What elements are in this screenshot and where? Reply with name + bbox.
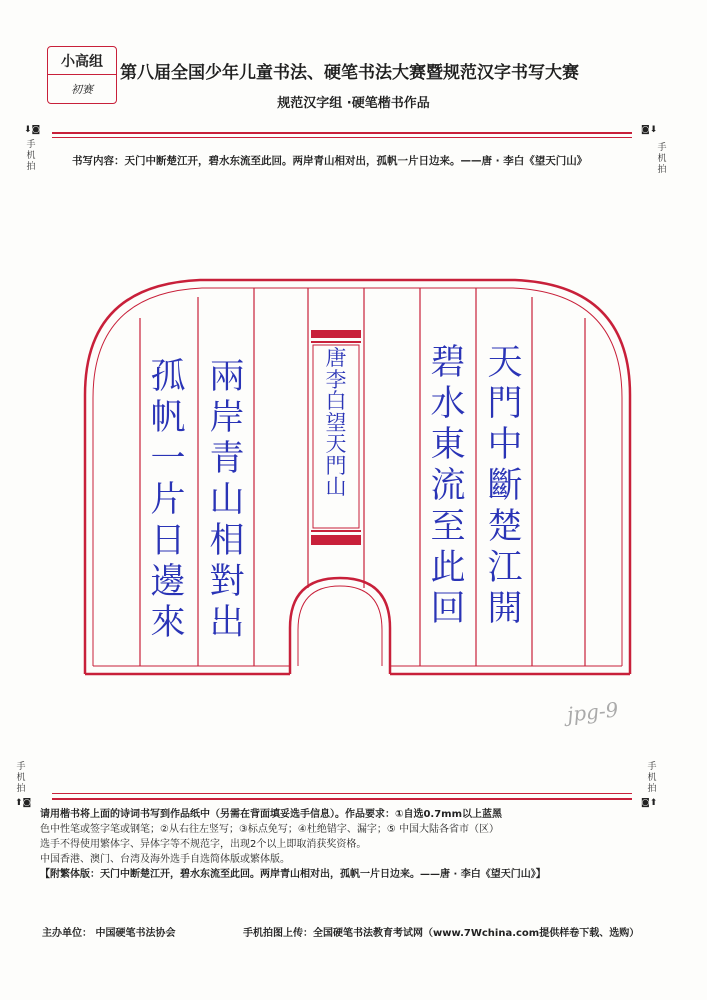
stage-label: 初赛 bbox=[71, 82, 93, 96]
bottom-rule bbox=[52, 798, 632, 800]
arrow-camera-icon: ⬇◙ bbox=[24, 125, 41, 135]
content-line: 书写内容：天门中断楚江开，碧水东流至此回。两岸青山相对出，孤帆一片日边来。——唐 · 李白《望天门山》 bbox=[72, 155, 588, 167]
poem-attribution: 唐 李 白 望 天 門 山 bbox=[325, 346, 347, 499]
poem-column-4: 孤 帆 一 片 日 邊 來 bbox=[150, 357, 186, 643]
shoot-label-left: 手机拍 bbox=[26, 140, 36, 172]
camera-arrow-icon-bottom: ◙⬆ bbox=[641, 798, 658, 808]
instruction-line: 请用楷书将上面的诗词书写到作品纸中（另需在背面填妥选手信息）。作品要求：①自选0.7mm以上蓝黑 bbox=[40, 809, 503, 820]
bottom-rule-thin bbox=[52, 793, 632, 794]
instruction-line: 选手不得使用繁体字、异体字等不规范字，出现2个以上即取消获奖资格。 bbox=[40, 839, 367, 850]
camera-arrow-icon: ◙⬇ bbox=[641, 125, 658, 135]
arrow-camera-icon-bottom: ⬆◙ bbox=[15, 798, 32, 808]
shoot-label-left-bottom: 手机拍 bbox=[16, 762, 26, 794]
organizer: 主办单位： 中国硬笔书法协会 bbox=[42, 928, 176, 939]
upload-info: 手机拍图上传：全国硬笔书法教育考试网（www.7Wchina.com提供样卷下载、选购） bbox=[243, 928, 640, 939]
instructions bbox=[40, 807, 670, 882]
traditional-version: 【附繁体版：天门中断楚江开，碧水东流至此回。两岸青山相对出，孤帆一片日边来。——唐 · 李白《望天门山》】 bbox=[40, 869, 546, 880]
handwritten-note: jpg-9 bbox=[565, 697, 620, 727]
group-label: 小高组 bbox=[48, 47, 116, 75]
instruction-line: 中国香港、澳门、台湾及海外选手自选简体版或繁体版。 bbox=[40, 854, 290, 865]
shoot-label-right: 手机拍 bbox=[657, 143, 667, 175]
poem-column-1: 天 門 中 斷 楚 江 開 bbox=[487, 343, 523, 629]
page-subtitle: 规范汉字组 ·硬笔楷书作品 bbox=[277, 96, 430, 111]
page-title: 第八届全国少年儿童书法、硬笔书法大赛暨规范汉字书写大赛 bbox=[120, 63, 579, 83]
shoot-label-right-bottom: 手机拍 bbox=[647, 762, 657, 794]
poem-column-2: 碧 水 東 流 至 此 回 bbox=[430, 343, 466, 629]
poem-column-3: 兩 岸 青 山 相 對 出 bbox=[209, 357, 245, 643]
instruction-line: 色中性笔或签字笔或钢笔；②从右往左竖写；③标点免写；④杜绝错字、漏字；⑤ 中国大陆各省市（区） bbox=[40, 824, 500, 835]
